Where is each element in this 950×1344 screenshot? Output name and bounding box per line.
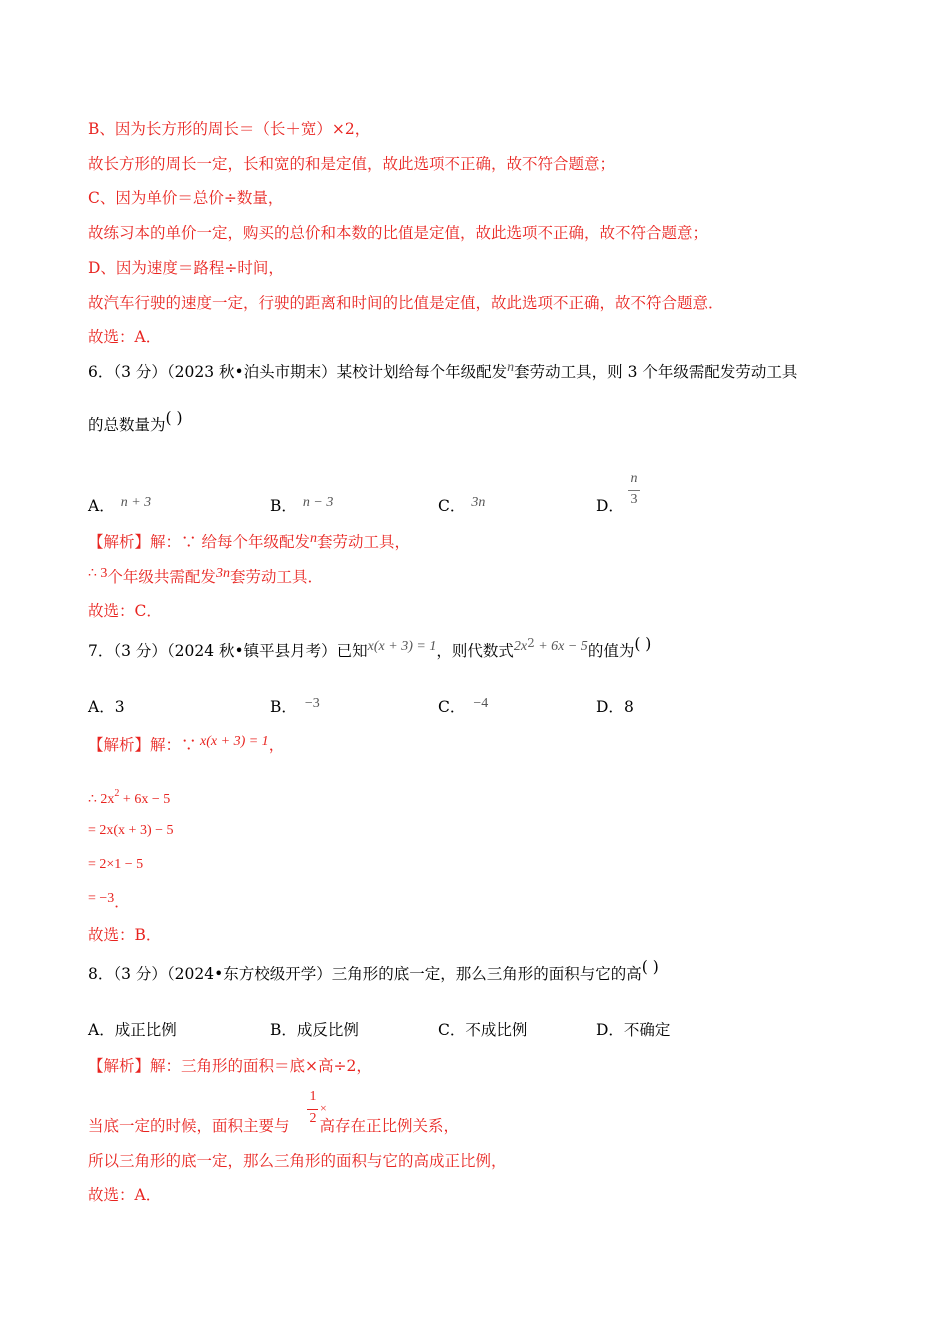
q7-step-1-sup: 2 [114,788,120,799]
q7-answer-paren: ( ) [634,635,652,653]
q6-option-d-denominator: 3 [630,492,638,507]
q7-option-d-value: 8 [623,698,634,716]
q6-option-d-fraction-bar [628,490,640,491]
q7-step-4 [88,888,129,909]
q7-stem-text-a: 7．（3 分）（2024 秋•镇平县月考）已知 [88,642,368,660]
q8-answer-paren: ( ) [641,958,659,976]
q8-solution-text-1: 解：三角形的面积＝底×高÷2， [150,1057,372,1075]
q7-option-d [596,697,634,717]
q7-solution-line-1 [88,735,284,757]
q8-solution-text-2b: 高存在正比例关系， [319,1117,460,1135]
q6-solution-text-2b: 个年级共需配发 [107,568,216,586]
solution-line-b: B、因为长方形的周长＝（长＋宽）×2， [88,120,371,138]
q6-solution-text-1b: 套劳动工具， [316,533,410,551]
q6-stem-text-a: 6．（3 分）（2023 秋•泊头市期末）某校计划给每个年级配发 [88,363,508,381]
q7-step-1-pre: ∴ 2x [88,792,115,807]
q6-answer-paren: ( ) [165,409,183,427]
q7-solution-tag: 【解析】 [88,736,151,754]
q7-step-4-value: = −3 [88,891,115,906]
q6-var-n: n [507,360,515,375]
q6-solution-text-1a: 解：∵ 给每个年级配发 [150,533,310,551]
q7-expr-pre: 2x [513,639,528,654]
q6-option-a [88,496,151,518]
q8-option-b: B．成反比例 [270,1021,359,1039]
q6-option-d-numerator: n [630,471,638,486]
q6-option-a-expr: n + 3 [120,495,152,510]
q7-step-3: = 2×1 − 5 [88,857,144,872]
q6-option-c-expr: 3n [471,495,486,510]
solution-line-c-conclusion: 故练习本的单价一定，购买的总价和本数的比值是定值，故此选项不正确，故不符合题意； [88,224,709,242]
q6-solution-therefore: ∴ 3 [88,566,108,581]
q7-option-a-value: 3 [114,698,125,716]
q6-stem-text-c: 的总数量为 [88,416,166,434]
q6-solution-expr-3n: 3n [215,566,230,581]
q7-solution-condition: x(x + 3) = 1 [196,734,269,749]
q8-fraction-denominator: 2 [309,1111,317,1126]
q7-condition: x(x + 3) = 1 [367,639,437,654]
question-7-stem [88,635,652,663]
q7-stem-text-c: 的值为 [587,642,635,660]
q7-option-d-label: D． [596,698,624,716]
q6-option-d [596,496,624,516]
answer-q6: 故选：C． [88,602,162,620]
q6-solution-line-2 [88,567,323,589]
q7-step-2: = 2x(x + 3) − 5 [88,823,174,838]
q6-solution-line-1 [88,532,410,554]
q7-stem-text-b: ，则代数式 [436,642,514,660]
q6-option-b-label: B． [270,497,297,515]
question-6-stem [88,362,797,384]
q8-option-a: A．成正比例 [88,1021,177,1039]
answer-q7: 故选：B． [88,926,162,944]
q8-option-c: C．不成比例 [438,1021,528,1039]
q8-solution-tag: 【解析】 [88,1057,151,1075]
question-6-stem-cont [88,409,183,435]
solution-line-b-conclusion: 故长方形的周长一定，长和宽的和是定值，故此选项不正确，故不符合题意； [88,155,616,173]
q6-option-a-label: A． [88,497,115,515]
q6-solution-text-2c: 套劳动工具． [229,568,323,586]
q8-solution-line-1 [88,1056,372,1076]
q6-option-b-expr: n − 3 [302,495,334,510]
q6-option-c [438,496,485,518]
q7-solution-text-1a: 解：∵ [150,736,197,754]
q8-fraction-numerator: 1 [309,1089,317,1104]
q7-step-1 [88,790,170,811]
q8-solution-text-2a: 当底一定的时候，面积主要与 [88,1117,290,1135]
q6-option-c-label: C． [438,497,466,515]
q6-option-b [270,496,333,518]
q6-solution-var-n: n [309,531,317,546]
q6-option-d-label: D． [596,497,624,515]
q8-solution-line-3: 所以三角形的底一定，那么三角形的面积与它的高成正比例， [88,1152,507,1170]
answer-q5: 故选：A． [88,328,162,346]
q7-option-b [270,697,320,719]
q7-option-c-value: −4 [473,696,489,711]
q7-option-c [438,697,488,719]
q7-option-b-value: −3 [304,696,320,711]
solution-line-d: D、因为速度＝路程÷时间， [88,259,284,277]
q6-stem-text-b: 套劳动工具，则 3 个年级需配发劳动工具 [514,363,798,381]
q7-option-a-label: A． [88,698,115,716]
q7-option-c-label: C． [438,698,466,716]
q7-expr-post: + 6x − 5 [534,639,588,654]
solution-line-d-conclusion: 故汽车行驶的速度一定，行驶的距离和时间的比值是定值，故此选项不正确，故不符合题意． [88,294,724,312]
q7-option-b-label: B． [270,698,297,716]
q8-solution-line-2 [88,1116,459,1136]
q7-expr-sup: 2 [527,636,535,650]
q8-stem-text: 8．（3 分）（2024•东方校级开学）三角形的底一定，那么三角形的面积与它的高 [88,965,642,983]
q8-fraction-times: × [320,1101,327,1115]
q7-solution-text-1b: ， [268,736,285,754]
q8-fraction-bar [307,1109,318,1110]
answer-q8: 故选：A． [88,1186,162,1204]
q7-step-4-end: ． [114,895,130,911]
q7-option-a [88,697,125,717]
q6-solution-tag: 【解析】 [88,533,151,551]
q8-option-d: D．不确定 [596,1021,671,1039]
q7-step-1-post: + 6x − 5 [119,792,171,807]
solution-line-c: C、因为单价＝总价÷数量， [88,189,284,207]
question-8-stem [88,958,659,984]
